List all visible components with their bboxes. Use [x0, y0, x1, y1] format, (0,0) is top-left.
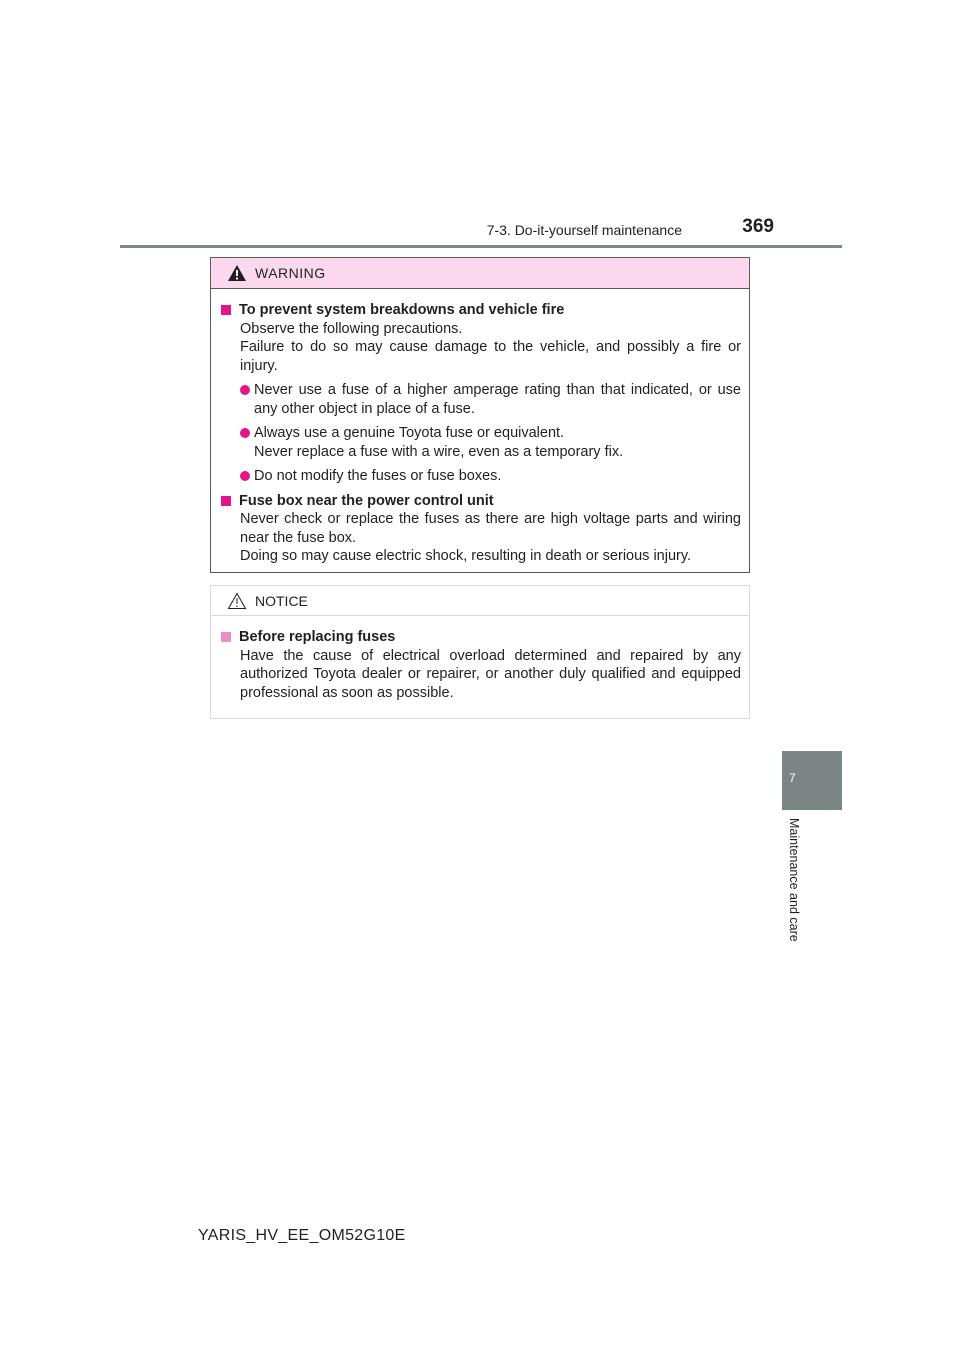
section-title: 7-3. Do-it-yourself maintenance: [486, 222, 682, 238]
notice-title: NOTICE: [255, 592, 308, 609]
round-bullet-icon: [240, 471, 250, 481]
warning-heading-2: Fuse box near the power control unit: [221, 492, 741, 511]
square-bullet-icon: [221, 496, 231, 506]
square-bullet-icon: [221, 632, 231, 642]
page-number: 369: [742, 216, 774, 237]
notice-text: Have the cause of electrical overload determined and repaired by any authorized Toyota dealer or repairer, or another duly qualified and equipped professional as soon as possible.: [240, 647, 741, 701]
caution-triangle-icon: [227, 592, 247, 610]
round-bullet-icon: [240, 385, 250, 395]
notice-title-bar: [211, 586, 749, 616]
page-header: [120, 214, 842, 248]
warning-bullet-3: Do not modify the fuses or fuse boxes.: [240, 467, 741, 486]
warning-text-2b: Doing so may cause electric shock, resulting in death or serious injury.: [240, 548, 692, 564]
warning-triangle-icon: [227, 264, 247, 282]
chapter-tab: [782, 751, 842, 810]
warning-box: [210, 257, 750, 573]
warning-title-bar: [211, 258, 749, 289]
warning-title: WARNING: [255, 265, 326, 281]
warning-bullet-1: Never use a fuse of a higher amperage rating than that indicated, or use any other object in place of a fuse.: [240, 381, 741, 418]
notice-heading: Before replacing fuses: [221, 628, 741, 647]
notice-box: [210, 585, 750, 719]
chapter-label: Maintenance and care: [787, 818, 801, 942]
warning-text-1a: Observe the following precautions.: [240, 320, 463, 337]
round-bullet-icon: [240, 428, 250, 438]
warning-text-1b: Failure to do so may cause damage to the vehicle, and possibly a fire or injury.: [240, 339, 741, 374]
document-code: YARIS_HV_EE_OM52G10E: [198, 1227, 406, 1244]
chapter-number: 7: [789, 771, 796, 785]
warning-text-2a: Never check or replace the fuses as there are high voltage parts and wiring near the fuse box.: [240, 511, 741, 546]
square-bullet-icon: [221, 305, 231, 315]
warning-bullet-2: Always use a genuine Toyota fuse or equivalent. Never replace a fuse with a wire, even as a temporary fix.: [240, 424, 741, 461]
notice-body: [211, 616, 749, 712]
warning-body: [211, 289, 749, 576]
header-rule: [120, 245, 842, 248]
warning-heading-1: To prevent system breakdowns and vehicle fire: [221, 301, 741, 320]
